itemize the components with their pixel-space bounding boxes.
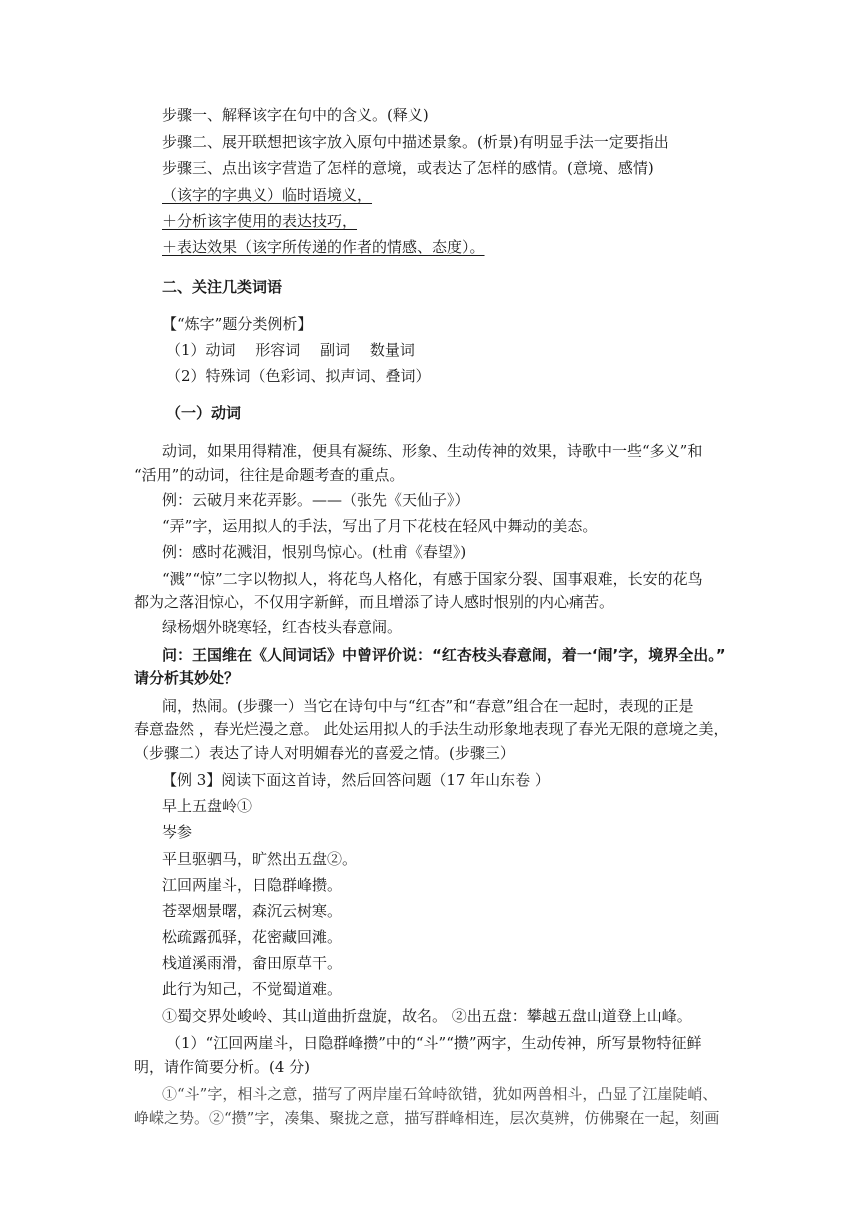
answer-line-2: 春意盎然 ，春光烂漫之意。 此处运用拟人的手法生动形象地表现了春光无限的意境之美， xyxy=(134,720,729,738)
poem-line-6: 此行为知己，不觉蜀道难。 xyxy=(162,980,343,998)
example-1: 例：云破月来花弄影。——（张先《天仙子》） xyxy=(162,491,470,509)
formula-line-2: ＋分析该字使用的表达技巧， xyxy=(162,212,358,230)
poem-title: 早上五盘岭① xyxy=(162,797,253,815)
sub-question-line-2: 明，请作简要分析。(4 分) xyxy=(134,1058,311,1076)
poem-line-2: 江回两崖斗，日隐群峰攒。 xyxy=(162,876,343,894)
question-line-1: 问：王国维在《人间词话》中曾评价说：“红杏枝头春意闹，着一‘闹’字，境界全出。” xyxy=(162,646,726,664)
formula-line-1: （该字的字典义）临时语境义， xyxy=(162,186,373,204)
answer3-line-1: ①“斗”字，相斗之意，描写了两岸崖石耸峙欲错，犹如两兽相斗，凸显了江崖陡峭、 xyxy=(162,1085,718,1103)
category-title: 【“炼字”题分类例析】 xyxy=(162,315,313,333)
para1-line-2: “活用”的动词，往往是命题考查的重点。 xyxy=(134,466,405,484)
poem-line-1: 平旦驱驷马，旷然出五盘②。 xyxy=(162,850,358,868)
example-2: 例：感时花溅泪，恨别鸟惊心。(杜甫《春望》) xyxy=(162,543,467,561)
question-line-2: 请分析其妙处？ xyxy=(134,669,240,687)
sub-title-verbs: （一）动词 xyxy=(166,404,242,422)
answer-line-1: 闹，热闹。(步骤一）当它在诗句中与“红杏”和“春意”组合在一起时，表现的正是 xyxy=(162,697,694,715)
category-2: （2）特殊词（色彩词、拟声词、叠词） xyxy=(166,367,431,385)
poem-author: 岑参 xyxy=(162,823,193,841)
sub-question-line-1: （1）“江回两崖斗，日隐群峰攒”中的“斗”“攒”两字，生动传神，所写景物特征鲜 xyxy=(166,1034,702,1052)
step-2: 步骤二、展开联想把该字放入原句中描述景象。(析景)有明显手法一定要指出 xyxy=(162,133,669,151)
step-3: 步骤三、点出该字营造了怎样的意境，或表达了怎样的感情。(意境、感情) xyxy=(162,159,654,177)
poem-line-5: 栈道溪雨滑，畲田原草干。 xyxy=(162,954,343,972)
para1-line-1: 动词，如果用得精准，便具有凝练、形象、生动传神的效果，诗歌中一些“多义”和 xyxy=(162,442,703,460)
poem-line: 绿杨烟外晓寒轻，红杏枝头春意闹。 xyxy=(162,618,403,636)
example-1-note: “弄”字，运用拟人的手法，写出了月下花枝在轻风中舞动的美态。 xyxy=(162,517,598,535)
example-2-line-1: “溅”“惊”二字以物拟人，将花鸟人格化，有感于国家分裂、国事艰难，长安的花鸟 xyxy=(162,570,703,588)
poem-line-4: 松疏露孤驿，花密藏回滩。 xyxy=(162,928,343,946)
category-1: （1）动词 形容词 副词 数量词 xyxy=(166,341,415,359)
example-2-line-2: 都为之落泪惊心，不仅用字新鲜，而且增添了诗人感时恨别的内心痛苦。 xyxy=(134,593,615,611)
answer3-line-2: 峥嵘之势。②“攒”字，凑集、聚拢之意，描写群峰相连，层次莫辨，仿佛聚在一起，刻画 xyxy=(134,1109,720,1127)
example-3-heading: 【例 3】阅读下面这首诗，然后回答问题（17 年山东卷 ） xyxy=(162,771,550,789)
step-1: 步骤一、解释该字在句中的含义。(释义) xyxy=(162,106,429,124)
answer-line-3: （步骤二）表达了诗人对明媚春光的喜爱之情。(步骤三） xyxy=(134,744,515,762)
poem-notes: ①蜀交界处峻岭、其山道曲折盘旋，故名。 ②出五盘：攀越五盘山道登上山峰。 xyxy=(162,1007,692,1025)
section-title: 二、关注几类词语 xyxy=(162,278,283,296)
formula-line-3: ＋表达效果（该字所传递的作者的情感、态度）。 xyxy=(162,238,485,256)
poem-line-3: 苍翠烟景曙，森沉云树寒。 xyxy=(162,902,343,920)
